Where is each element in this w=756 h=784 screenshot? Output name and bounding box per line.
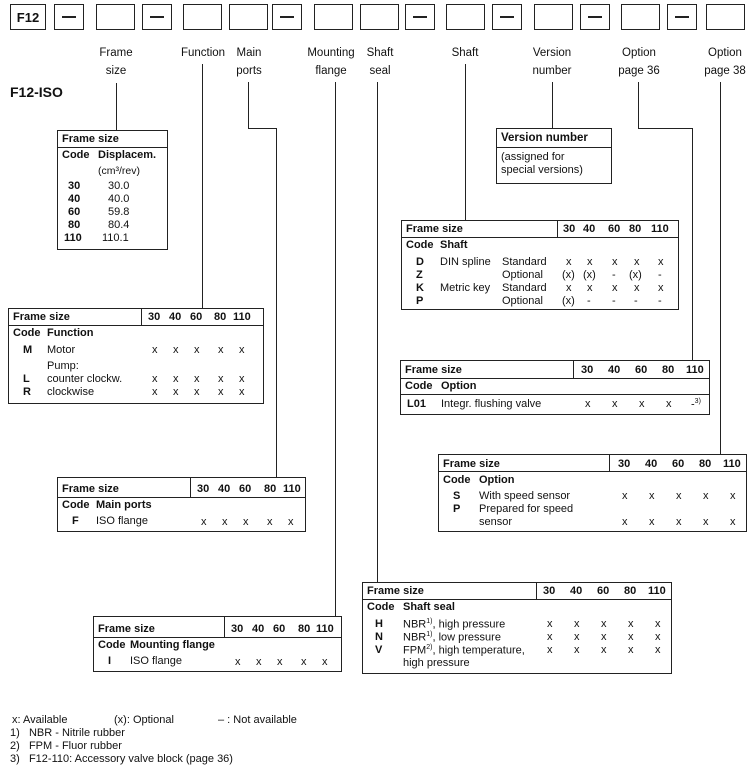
- availability-mark: x: [587, 282, 593, 294]
- connector-line: [116, 83, 117, 130]
- col-header-code: Code: [406, 239, 434, 251]
- separator-dash: [667, 4, 697, 30]
- table-title: Frame size: [405, 364, 462, 376]
- availability-mark: (x): [562, 269, 575, 281]
- function-table: [8, 308, 264, 404]
- availability-mark: x: [239, 373, 245, 385]
- availability-mark: x: [730, 490, 736, 502]
- availability-mark: x: [655, 618, 661, 630]
- size-header: 80: [662, 364, 675, 376]
- availability-mark: x: [574, 631, 580, 643]
- separator-dash: [142, 4, 172, 30]
- availability-mark: -: [612, 269, 616, 281]
- separator-dash: [54, 4, 84, 30]
- size-header: 80: [214, 311, 227, 323]
- ports-label: ISO flange: [96, 515, 148, 527]
- footnote: 2) FPM - Fluor rubber: [10, 740, 122, 752]
- code-box-option-38: [706, 4, 745, 30]
- frame-code: 40: [68, 193, 81, 205]
- shaft-code: P: [416, 295, 424, 307]
- code-box-option-36: [621, 4, 660, 30]
- availability-mark: x: [547, 618, 553, 630]
- availability-mark: x: [612, 282, 618, 294]
- shaft-variant: Standard: [502, 256, 547, 268]
- footnote: 3) F12-110: Accessory valve block (page 36): [10, 753, 233, 765]
- connector-line: [335, 82, 336, 616]
- size-header: 30: [543, 585, 556, 597]
- connector-line: [276, 128, 277, 477]
- size-header: 80: [264, 483, 277, 495]
- size-header: 110: [723, 458, 741, 470]
- separator-dash: [272, 4, 302, 30]
- availability-mark: -: [658, 295, 662, 307]
- col-header-function: Function: [47, 327, 94, 339]
- size-header: 80: [629, 223, 642, 235]
- shaft-variant: Standard: [502, 282, 547, 294]
- availability-mark: x: [585, 398, 591, 410]
- size-header: 80: [298, 623, 311, 635]
- availability-mark: x: [235, 656, 241, 668]
- header-shaft: Shaft: [451, 47, 479, 59]
- code-box-frame-size: [96, 4, 135, 30]
- availability-mark: x: [566, 256, 572, 268]
- function-code: M: [23, 344, 33, 356]
- size-header: 40: [583, 223, 596, 235]
- size-header: 40: [252, 623, 265, 635]
- main-ports-table: [57, 477, 306, 532]
- size-header: 60: [672, 458, 685, 470]
- frame-code: 60: [68, 206, 81, 218]
- size-header: 110: [651, 223, 669, 235]
- availability-mark: x: [152, 386, 158, 398]
- availability-mark: x: [547, 631, 553, 643]
- code-box-mounting-flange: [314, 4, 353, 30]
- availability-mark: x: [566, 282, 572, 294]
- legend-not-available: – : Not available: [218, 714, 297, 726]
- code-box-shaft: [446, 4, 485, 30]
- availability-mark: x: [730, 516, 736, 528]
- availability-mark: x: [218, 373, 224, 385]
- availability-mark: (x): [583, 269, 596, 281]
- type-code-prefix: F12: [10, 4, 46, 30]
- option-code: P: [453, 503, 461, 515]
- col-header-code: Code: [98, 639, 126, 651]
- size-header: 110: [233, 311, 251, 323]
- col-header-code: Code: [62, 499, 90, 511]
- size-header: 40: [645, 458, 658, 470]
- option-label: With speed sensor: [479, 490, 571, 502]
- frame-displacement: 110.1: [102, 232, 129, 244]
- availability-mark: x: [194, 373, 200, 385]
- footnote: 1) NBR - Nitrile rubber: [10, 727, 125, 739]
- availability-mark: x: [676, 490, 682, 502]
- table-title: Frame size: [367, 585, 424, 597]
- function-code: L: [23, 373, 30, 385]
- availability-mark: x: [639, 398, 645, 410]
- separator-dash: [580, 4, 610, 30]
- option-code: L01: [407, 398, 426, 410]
- frame-code: 110: [64, 232, 82, 244]
- option-38-table: [438, 454, 747, 532]
- size-header: 30: [563, 223, 576, 235]
- iso-label: F12-ISO: [10, 84, 63, 100]
- availability-mark: x: [173, 373, 179, 385]
- shaft-code: D: [416, 256, 424, 268]
- availability-mark: x: [277, 656, 283, 668]
- shaft-code: K: [416, 282, 424, 294]
- seal-code: H: [375, 618, 383, 630]
- availability-mark: x: [322, 656, 328, 668]
- legend-optional: (x): Optional: [114, 714, 174, 726]
- header-option-38: Option page 38: [704, 47, 746, 77]
- version-title: Version number: [501, 132, 588, 144]
- availability-mark: x: [243, 516, 249, 528]
- connector-line: [465, 64, 466, 220]
- availability-mark: x: [256, 656, 262, 668]
- availability-mark: x: [658, 256, 664, 268]
- availability-mark: x: [655, 631, 661, 643]
- size-header: 60: [190, 311, 203, 323]
- availability-mark: x: [601, 618, 607, 630]
- availability-mark: x: [152, 373, 158, 385]
- connector-line: [638, 128, 692, 129]
- availability-mark: x: [152, 344, 158, 356]
- function-label: Motor: [47, 344, 76, 356]
- shaft-table: [401, 220, 679, 310]
- availability-mark: x: [222, 516, 228, 528]
- header-shaft-seal: Shaft seal: [366, 47, 394, 77]
- availability-mark: x: [239, 386, 245, 398]
- code-box-version: [534, 4, 573, 30]
- availability-mark: x: [201, 516, 207, 528]
- seal-code: N: [375, 631, 383, 643]
- size-header: 40: [218, 483, 231, 495]
- mounting-flange-table: [93, 616, 342, 672]
- availability-mark: x: [622, 490, 628, 502]
- legend-available: x: Available: [12, 714, 68, 726]
- version-number-box: [496, 128, 612, 184]
- availability-mark: x: [587, 256, 593, 268]
- col-header-code: Code: [367, 601, 395, 613]
- separator-dash: [492, 4, 522, 30]
- col-header-mounting-flange: Mounting flange: [130, 639, 215, 651]
- separator-dash: [405, 4, 435, 30]
- availability-mark: x: [666, 398, 672, 410]
- availability-mark: (x): [629, 269, 642, 281]
- size-header: 30: [231, 623, 244, 635]
- shaft-code: Z: [416, 269, 423, 281]
- option-label: sensor: [479, 516, 513, 528]
- header-main-ports: Main ports: [236, 47, 262, 77]
- table-title: Frame size: [98, 623, 155, 635]
- size-header: 30: [148, 311, 161, 323]
- col-header-code: Code: [405, 380, 433, 392]
- availability-mark: (x): [562, 295, 575, 307]
- table-title: Frame size: [62, 483, 119, 495]
- availability-mark: -: [587, 295, 591, 307]
- size-header: 60: [608, 223, 621, 235]
- availability-mark: x: [628, 631, 634, 643]
- header-mounting-flange: Mounting flange: [307, 47, 355, 77]
- seal-label: high pressure: [403, 657, 470, 669]
- size-header: 60: [597, 585, 610, 597]
- footnotes: [10, 727, 410, 766]
- availability-mark: x: [194, 344, 200, 356]
- mounting-code: I: [108, 655, 112, 667]
- code-box-main-ports: [229, 4, 268, 30]
- frame-displacement: 80.4: [108, 219, 130, 231]
- function-label: counter clockw.: [47, 373, 123, 385]
- size-header: 40: [608, 364, 621, 376]
- availability-mark: x: [649, 516, 655, 528]
- availability-mark: x: [218, 344, 224, 356]
- size-header: 30: [618, 458, 631, 470]
- header-option-36: Option page 36: [618, 47, 660, 77]
- col-header-code: Code: [62, 149, 90, 161]
- availability-mark: x: [703, 516, 709, 528]
- availability-mark: x: [634, 256, 640, 268]
- frame-code: 30: [68, 180, 81, 192]
- code-box-shaft-seal: [360, 4, 399, 30]
- size-header: 60: [239, 483, 252, 495]
- shaft-variant: Optional: [502, 295, 543, 307]
- connector-line: [552, 82, 553, 128]
- size-header: 80: [624, 585, 637, 597]
- availability-mark: -: [658, 269, 662, 281]
- availability-mark: x: [703, 490, 709, 502]
- function-label: Pump:: [47, 360, 79, 372]
- availability-mark: x: [658, 282, 664, 294]
- size-header: 30: [197, 483, 210, 495]
- availability-mark: x: [622, 516, 628, 528]
- availability-mark: x: [634, 282, 640, 294]
- availability-mark: -: [612, 295, 616, 307]
- size-header: 80: [699, 458, 712, 470]
- code-box-function: [183, 4, 222, 30]
- option-36-table: [400, 360, 710, 415]
- col-header-main-ports: Main ports: [96, 499, 152, 511]
- col-header-option: Option: [479, 474, 515, 486]
- frame-code: 80: [68, 219, 81, 231]
- availability-mark: x: [547, 644, 553, 656]
- version-note: special versions): [501, 164, 583, 176]
- connector-line: [720, 82, 721, 454]
- size-header: 110: [316, 623, 334, 635]
- connector-line: [202, 64, 203, 308]
- size-header: 110: [283, 483, 301, 495]
- size-header: 30: [581, 364, 594, 376]
- seal-label: NBR$^{1)}$, high pressure: [403, 618, 506, 631]
- availability-mark: x: [601, 644, 607, 656]
- mounting-label: ISO flange: [130, 655, 182, 667]
- availability-mark: x: [628, 644, 634, 656]
- availability-mark: x: [655, 644, 661, 656]
- availability-mark: x: [301, 656, 307, 668]
- connector-line: [248, 128, 276, 129]
- connector-line: [692, 128, 693, 360]
- col-header-displacement: Displacem.: [98, 149, 157, 161]
- availability-mark: x: [218, 386, 224, 398]
- col-header-option: Option: [441, 380, 477, 392]
- availability-mark: x: [574, 644, 580, 656]
- size-header: 60: [273, 623, 286, 635]
- option-label: Integr. flushing valve: [441, 398, 542, 410]
- availability-mark: x: [173, 386, 179, 398]
- size-header: 110: [648, 585, 666, 597]
- availability-mark: x: [628, 618, 634, 630]
- unit-label: (cm³/rev): [98, 165, 140, 177]
- seal-label: FPM$^{2)}$, high temperature,: [403, 644, 525, 657]
- availability-mark: x: [194, 386, 200, 398]
- availability-mark: x: [649, 490, 655, 502]
- header-version-number: Version number: [532, 47, 572, 77]
- availability-mark: -$^{3)}$: [691, 398, 701, 411]
- ports-code: F: [72, 515, 79, 527]
- table-title: Frame size: [406, 223, 463, 235]
- table-title: Frame size: [443, 458, 500, 470]
- availability-mark: x: [239, 344, 245, 356]
- connector-line: [377, 82, 378, 582]
- shaft-variant: Optional: [502, 269, 543, 281]
- availability-mark: x: [173, 344, 179, 356]
- connector-line: [638, 82, 639, 128]
- shaft-seal-table: [362, 582, 672, 674]
- availability-mark: x: [612, 256, 618, 268]
- shaft-label: DIN spline: [440, 256, 491, 268]
- option-label: Prepared for speed: [479, 503, 574, 515]
- size-header: 40: [169, 311, 182, 323]
- version-note: (assigned for: [501, 151, 565, 163]
- connector-line: [248, 82, 249, 128]
- shaft-label: Metric key: [440, 282, 491, 294]
- function-code: R: [23, 386, 31, 398]
- function-label: clockwise: [47, 386, 95, 398]
- option-code: S: [453, 490, 461, 502]
- size-header: 60: [635, 364, 648, 376]
- col-header-shaft: Shaft: [440, 239, 468, 251]
- availability-mark: -: [634, 295, 638, 307]
- frame-displacement: 59.8: [108, 206, 130, 218]
- col-header-code: Code: [443, 474, 471, 486]
- availability-mark: x: [288, 516, 294, 528]
- frame-size-table: [57, 130, 168, 250]
- seal-label: NBR$^{1)}$, low pressure: [403, 631, 501, 644]
- frame-displacement: 40.0: [108, 193, 130, 205]
- availability-mark: x: [574, 618, 580, 630]
- availability-mark: x: [676, 516, 682, 528]
- availability-mark: x: [267, 516, 273, 528]
- size-header: 110: [686, 364, 704, 376]
- table-title: Frame size: [13, 311, 70, 323]
- frame-displacement: 30.0: [108, 180, 130, 192]
- col-header-shaft-seal: Shaft seal: [403, 601, 455, 613]
- size-header: 40: [570, 585, 583, 597]
- header-function: Function: [180, 47, 226, 59]
- col-header-code: Code: [13, 327, 41, 339]
- header-frame-size: Frame size: [99, 47, 133, 77]
- seal-code: V: [375, 644, 383, 656]
- availability-mark: x: [612, 398, 618, 410]
- table-title: Frame size: [62, 133, 119, 145]
- availability-mark: x: [601, 631, 607, 643]
